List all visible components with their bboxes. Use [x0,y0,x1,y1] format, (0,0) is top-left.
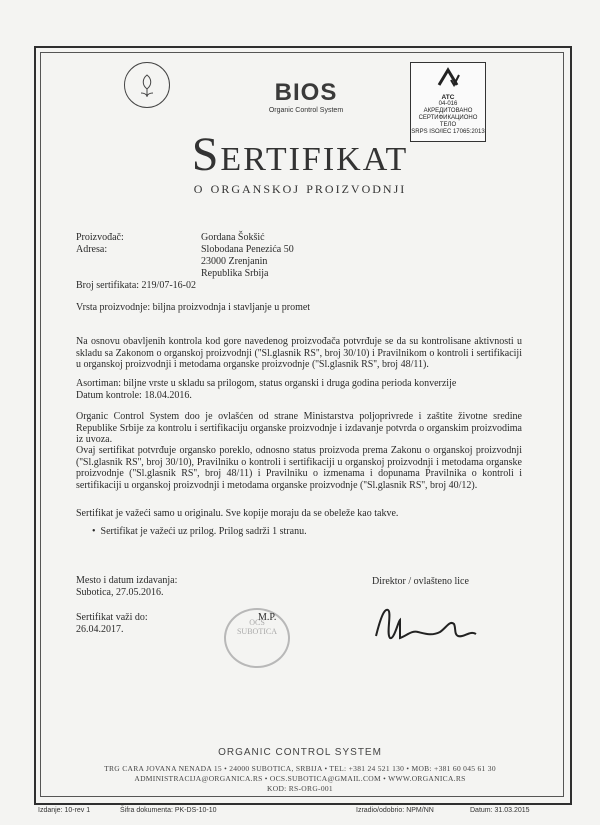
doc-edition: Izdanje: 10-rev 1 [38,807,91,814]
director-label: Direktor / ovlašteno lice [372,576,469,587]
doc-code: Šifra dokumenta: PK-DS-10-10 [120,807,217,814]
bios-logo [256,80,356,114]
stamp-label: M.P. [258,612,277,623]
attachment-bullet [92,526,307,537]
atc-standard: SRPS ISO/IEC 17065:2013 [411,129,485,135]
atc-mark-icon [435,67,461,89]
footer-company: ORGANIC CONTROL SYSTEM [218,747,382,758]
control-date: Datum kontrole: 18.04.2016. [76,390,192,401]
producer-city: 23000 Zrenjanin [201,256,268,267]
producer-name: Gordana Šokšić [201,232,265,243]
paragraph-confirmation: Ovaj sertifikat potvrđuje organsko poreklo, odnosno status proizvoda prema Zakonu o organskoj proizvodnji (''Sl.glasnik RS'', broj 30/10), Pravilniku o kontroli i sertifikaciji u organskoj proizvodnji i metodama organske proizvodnje (''Sl.glasnik RS'', broj 48/11) i Pravilniku o izmenama i dopunama Pravilnika o kontroli i sertifikaciji u organskoj proizvodnji i metodama organske proizvodnje (''Sl.glasnik RS'', broj 40/12). [76,445,522,491]
atc-code: ATC [441,94,455,101]
paragraph-authorization: Organic Control System doo je ovlašćen od strane Ministarstva poljoprivrede i zaštite životne sredine Republike Srbije za kontrolu i sertifikaciju organske proizvodnje i izdavanje potvrda o organskim proizvodima iz uvoza. [76,411,522,445]
bios-wordmark: BIOS [274,79,338,106]
issue-place-date: Subotica, 27.05.2016. [76,587,164,598]
address-label: Adresa: [76,244,108,255]
valid-until-label: Sertifikat važi do: [76,612,148,623]
valid-until-date: 26.04.2017. [76,624,124,635]
bios-subtitle: Organic Control System [268,107,344,114]
doc-approved: Izradio/odobrio: NPM/NN [356,807,434,814]
certificate-title: Sertifikat [191,128,409,181]
production-type: Vrsta proizvodnje: biljna proizvodnja i stavljanje u promet [76,302,311,313]
doc-date: Datum: 31.03.2015 [470,807,530,814]
producer-label: Proizvođač: [76,232,124,243]
atc-line1: АКРЕДИТОВАНО [423,108,473,114]
atc-number: 04-016 [438,101,458,107]
director-signature [370,600,480,655]
atc-line3: ТЕЛО [439,122,457,128]
producer-country: Republika Srbija [201,268,269,279]
validity-note: Sertifikat je važeći samo u originalu. Sve kopije moraju da se obeleže kao takve. [76,508,399,519]
attachment-note: Sertifikat je važeći uz prilog. Prilog sadrži 1 stranu. [100,526,307,537]
footer-code: KOD: RS-ORG-001 [267,784,333,793]
issue-place-date-label: Mesto i datum izdavanja: [76,575,178,586]
assortment: Asortiman: biljne vrste u skladu sa prilogom, status organski i druga godina perioda konverzije [76,378,457,389]
atc-line2: СЕРТИФИКАЦИОНО [418,115,478,121]
producer-street: Slobodana Penezića 50 [201,244,294,255]
footer-contact: ADMINISTRACIJA@ORGANICA.RS • OCS.SUBOTICA@GMAIL.COM • WWW.ORGANICA.RS [134,774,466,783]
certificate-number: Broj sertifikata: 219/07-16-02 [76,280,196,291]
paragraph-control: Na osnovu obavljenih kontrola kod gore navedenog proizvođača potvrđuje se da su kontrolisane aktivnosti u skladu sa Zakonom o organskoj proizvodnji (''Sl.glasnik RS'', broj 30/10) i Pravilnikom o kontroli i sertifikaciji u organskoj proizvodnji i metodama organske proizvodnje (''Sl.glasnik RS'', broj 48/11). [76,336,522,370]
official-stamp: OCS SUBOTICA [224,608,290,668]
bullet-icon: • [92,526,101,537]
footer-address: TRG CARA JOVANA NENADA 15 • 24000 SUBOTICA, SRBIJA • TEL: +381 24 521 130 • MOB: +381 60 045 61 30 [104,764,496,773]
certificate-subtitle: o organskoj proizvodnji [193,178,407,197]
organic-seal-logo [124,62,170,108]
